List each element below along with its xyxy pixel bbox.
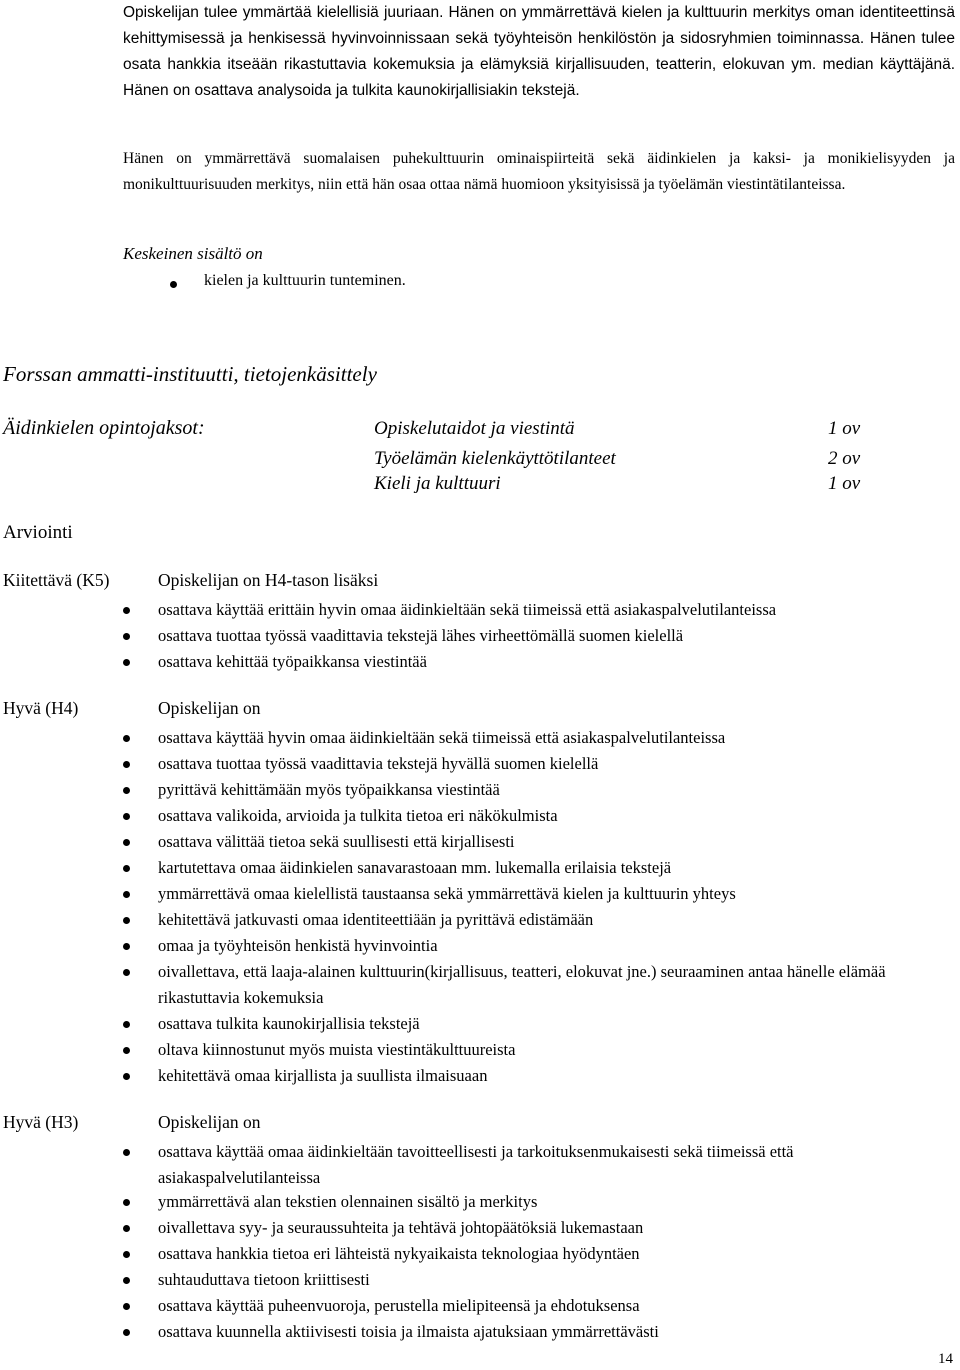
bullet-icon (123, 787, 130, 794)
list-item: kehitettävä jatkuvasti omaa identiteettiään ja pyrittävä edistämään (158, 910, 594, 929)
list-item: ymmärrettävä alan tekstien olennainen sisältö ja merkitys (158, 1192, 538, 1211)
bullet-icon (123, 607, 130, 614)
list-item: osattava valikoida, arvioida ja tulkita tietoa eri näkökulmista (158, 806, 558, 825)
grade-label: Kiitettävä (K5) (3, 570, 110, 590)
grade-label: Hyvä (H3) (3, 1112, 79, 1132)
intro-paragraph-2 (123, 146, 955, 198)
course-credits: 2 ov (828, 448, 861, 469)
list-item: kartutettava omaa äidinkielen sanavarastoaan mm. lukemalla erilaisia tekstejä (158, 858, 672, 877)
bullet-icon (123, 813, 130, 820)
list-item: oivallettava, että laaja-alainen kulttuurin(kirjallisuus, teatteri, elokuvat jne.) seuraaminen antaa hänelle elämää rikastuttavia kokemuksia (158, 962, 886, 1007)
bullet-icon (123, 839, 130, 846)
list-item: oivallettava syy- ja seuraussuhteita ja tehtävä johtopäätöksiä lukemastaan (158, 1218, 644, 1237)
bullet-icon (123, 1021, 130, 1028)
course-credits: 1 ov (828, 418, 861, 439)
key-content-item: kielen ja kulttuurin tunteminen. (204, 272, 406, 289)
list-item: oltava kiinnostunut myös muista viestintäkulttuureista (158, 1040, 516, 1059)
grade-lead: Opiskelijan on H4-tason lisäksi (158, 570, 379, 590)
bullet-icon (123, 633, 130, 640)
course-name: Työelämän kielenkäyttötilanteet (374, 448, 616, 469)
list-item: osattava käyttää erittäin hyvin omaa äidinkieltään sekä tiimeissä että asiakaspalvelutilanteissa (158, 600, 777, 619)
list-item: osattava tuottaa työssä vaadittavia tekstejä lähes virheettömällä suomen kielellä (158, 626, 684, 645)
bullet-icon (123, 735, 130, 742)
list-item: osattava kehittää työpaikkansa viestintää (158, 652, 427, 671)
grade-lead: Opiskelijan on (158, 698, 261, 718)
list-item: osattava tuottaa työssä vaadittavia tekstejä hyvällä suomen kielellä (158, 754, 599, 773)
list-item: omaa ja työyhteisön henkistä hyvinvointia (158, 936, 438, 955)
list-item: osattava hankkia tietoa eri lähteistä nykyaikaista teknologiaa hyödyntäen (158, 1244, 640, 1263)
bullet-icon (123, 1251, 130, 1258)
courses-label: Äidinkielen opintojaksot: (3, 417, 205, 439)
course-name: Kieli ja kulttuuri (374, 473, 501, 494)
bullet-icon (123, 1199, 130, 1206)
bullet-icon (123, 659, 130, 666)
assessment-heading: Arviointi (3, 522, 73, 543)
bullet-icon (123, 1073, 130, 1080)
bullet-icon (123, 1329, 130, 1336)
list-item: pyrittävä kehittämään myös työpaikkansa viestintää (158, 780, 500, 799)
list-item: osattava välittää tietoa sekä suullisesti että kirjallisesti (158, 832, 515, 851)
intro-paragraph-1 (123, 0, 955, 104)
grade-lead: Opiskelijan on (158, 1112, 261, 1132)
bullet-icon (123, 917, 130, 924)
bullet-icon (123, 891, 130, 898)
key-content-heading: Keskeinen sisältö on (123, 244, 263, 263)
list-item: osattava käyttää puheenvuoroja, perustella mielipiteensä ja ehdotuksensa (158, 1296, 640, 1315)
intro-text-2: Hänen on ymmärrettävä suomalaisen puhekulttuurin ominaispiirteitä sekä äidinkielen ja kaksi- ja monikielisyyden ja monikulttuurisuuden merkitys, niin että hän osaa ottaa nämä huomioon yksityisissä ja työelämän viestintätilanteissa. (123, 150, 955, 193)
list-item: ymmärrettävä omaa kielellistä taustaansa sekä ymmärrettävä kielen ja kulttuurin yhteys (158, 884, 736, 903)
list-item: osattava käyttää omaa äidinkieltään tavoitteellisesti ja tarkoituksenmukaisesti sekä tiimeissä että asiakaspalvelutilanteissa (158, 1142, 794, 1187)
bullet-icon (170, 272, 406, 289)
bullet-icon (123, 761, 130, 768)
bullet-icon (123, 1047, 130, 1054)
bullet-icon (123, 943, 130, 950)
grade-label: Hyvä (H4) (3, 698, 79, 718)
list-item: osattava tulkita kaunokirjallisia tekstejä (158, 1014, 420, 1033)
bullet-icon (123, 969, 130, 976)
list-item: kehitettävä omaa kirjallista ja suullista ilmaisuaan (158, 1066, 488, 1085)
course-credits: 1 ov (828, 473, 861, 494)
list-item: suhtauduttava tietoon kriittisesti (158, 1270, 370, 1289)
bullet-icon (123, 1277, 130, 1284)
intro-text-1: Opiskelijan tulee ymmärtää kielellisiä juuriaan. Hänen on ymmärrettävä kielen ja kulttuurin merkitys oman identiteettinsä kehittymisessä ja henkisessä hyvinvoinnissaan sekä työyhteisön henkilöstön ja sidosryhmien toiminnassa. Hänen tulee osata hankkia itseään rikastuttavia kokemuksia ja elämyksiä kirjallisuuden, teatterin, elokuvan ym. median käyttäjänä. Hänen on osattava analysoida ja tulkita kaunokirjallisiakin tekstejä. (123, 4, 955, 99)
institution-heading: Forssan ammatti-instituutti, tietojenkäsittely (3, 362, 377, 386)
list-item: osattava käyttää hyvin omaa äidinkieltään sekä tiimeissä että asiakaspalvelutilanteissa (158, 728, 726, 747)
list-item: osattava kuunnella aktiivisesti toisia ja ilmaista ajatuksiaan ymmärrettävästi (158, 1322, 659, 1341)
bullet-icon (123, 1303, 130, 1310)
page-number: 14 (938, 1351, 953, 1367)
bullet-icon (123, 1225, 130, 1232)
bullet-icon (123, 1149, 130, 1156)
bullet-icon (123, 865, 130, 872)
course-name: Opiskelutaidot ja viestintä (374, 418, 575, 439)
